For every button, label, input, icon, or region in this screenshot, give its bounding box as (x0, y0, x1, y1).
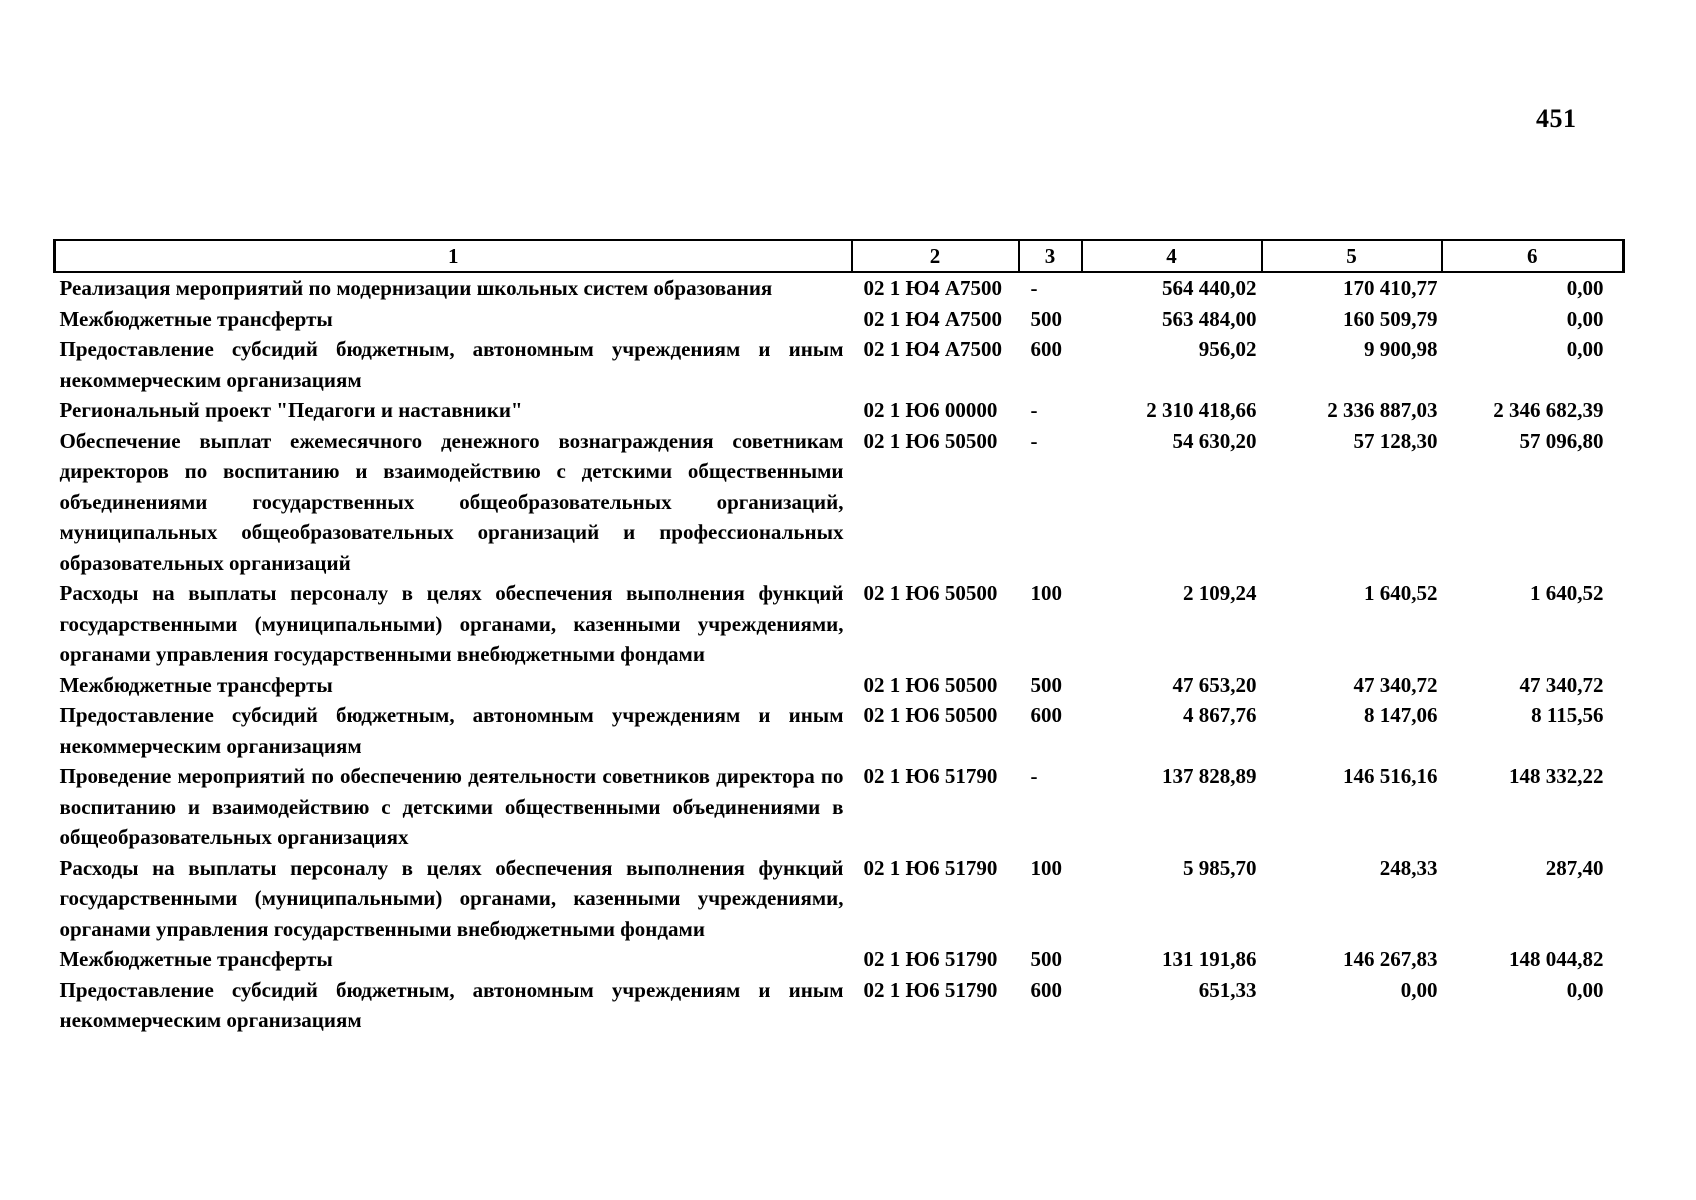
row-value-5: 160 509,79 (1343, 306, 1438, 331)
row-value-5: 248,33 (1379, 855, 1438, 880)
row-value-6: 0,00 (1566, 337, 1604, 361)
table-row (55, 395, 1624, 426)
row-kind: 100 (1030, 581, 1062, 605)
row-value-6: 0,00 (1566, 276, 1604, 300)
column-header-3: 3 (1019, 240, 1082, 272)
row-kind: 500 (1030, 306, 1062, 331)
row-code: 02 1 Ю4 А7500 (863, 337, 1003, 361)
table-row (55, 700, 1624, 761)
row-value-5: 170 410,77 (1343, 276, 1438, 300)
table-body (55, 272, 1624, 1036)
row-name: Региональный проект "Педагоги и наставники" (59, 398, 523, 422)
header-row (55, 240, 1624, 272)
column-header-1: 1 (55, 240, 852, 272)
row-value-6: 148 044,82 (1509, 947, 1604, 971)
row-code: 02 1 Ю6 00000 (863, 398, 998, 422)
row-value-5: 9 900,98 (1364, 337, 1438, 361)
row-value-5: 2 336 887,03 (1327, 398, 1438, 422)
row-value-5: 146 516,16 (1343, 764, 1438, 788)
row-name: Расходы на выплаты персоналу в целях обеспечения выполнения функций государственными (муниципальными) органами, казенными учреждениями, органами управления государственными внебюджетными фондами (59, 581, 844, 666)
row-code: 02 1 Ю6 50500 (863, 581, 998, 605)
budget-table (53, 239, 1625, 1036)
column-header-4: 4 (1082, 240, 1262, 272)
row-value-4: 564 440,02 (1162, 276, 1257, 300)
table-row (55, 975, 1624, 1036)
row-code: 02 1 Ю4 А7500 (863, 306, 1003, 331)
row-kind: 600 (1030, 977, 1062, 1002)
table-row (55, 272, 1624, 304)
row-kind: 500 (1030, 947, 1062, 971)
row-name: Межбюджетные трансферты (59, 947, 333, 971)
row-code: 02 1 Ю6 51790 (863, 764, 998, 788)
row-kind: - (1030, 428, 1038, 453)
row-name: Обеспечение выплат ежемесячного денежного вознаграждения советникам директоров по воспитанию и взаимодействию с детскими общественными объединениями государственных общеобразовательных организаций, муниципальных общеобразовательных организаций и профессиональных образовательных организаций (59, 428, 844, 575)
row-value-4: 131 191,86 (1162, 947, 1257, 971)
row-value-5: 0,00 (1400, 977, 1438, 1002)
row-name: Межбюджетные трансферты (59, 672, 333, 697)
row-value-4: 2 310 418,66 (1146, 398, 1257, 422)
row-value-4: 651,33 (1198, 977, 1257, 1002)
row-kind: 600 (1030, 337, 1062, 361)
row-value-6: 287,40 (1545, 855, 1604, 880)
column-header-5: 5 (1262, 240, 1442, 272)
table-row (55, 761, 1624, 853)
table-row (55, 304, 1624, 335)
row-value-6: 47 340,72 (1519, 672, 1604, 697)
row-kind: 500 (1030, 672, 1062, 697)
table-row (55, 853, 1624, 945)
table-row (55, 670, 1624, 701)
row-value-5: 1 640,52 (1364, 581, 1438, 605)
page-number: 451 (1536, 104, 1577, 133)
row-value-6: 57 096,80 (1519, 428, 1604, 453)
row-kind: - (1030, 398, 1038, 422)
table-row (55, 578, 1624, 670)
row-value-5: 146 267,83 (1343, 947, 1438, 971)
row-code: 02 1 Ю6 50500 (863, 703, 998, 727)
table-row (55, 334, 1624, 395)
row-name: Предоставление субсидий бюджетным, автономным учреждениям и иным некоммерческим организациям (59, 977, 844, 1032)
row-kind: - (1030, 764, 1038, 788)
table-row (55, 944, 1624, 975)
row-name: Предоставление субсидий бюджетным, автономным учреждениям и иным некоммерческим организациям (59, 703, 844, 758)
row-value-4: 4 867,76 (1183, 703, 1257, 727)
row-name: Предоставление субсидий бюджетным, автономным учреждениям и иным некоммерческим организациям (59, 337, 844, 392)
row-code: 02 1 Ю6 51790 (863, 947, 998, 971)
table-row (55, 426, 1624, 579)
row-code: 02 1 Ю6 50500 (863, 428, 998, 453)
row-value-4: 137 828,89 (1162, 764, 1257, 788)
row-value-4: 5 985,70 (1183, 855, 1257, 880)
row-value-4: 956,02 (1198, 337, 1257, 361)
row-value-4: 563 484,00 (1162, 306, 1257, 331)
row-value-6: 1 640,52 (1530, 581, 1604, 605)
row-code: 02 1 Ю4 А7500 (863, 276, 1003, 300)
row-value-5: 8 147,06 (1364, 703, 1438, 727)
row-value-4: 2 109,24 (1183, 581, 1257, 605)
row-name: Расходы на выплаты персоналу в целях обеспечения выполнения функций государственными (муниципальными) органами, казенными учреждениями, органами управления государственными внебюджетными фондами (59, 855, 844, 941)
row-kind: 600 (1030, 703, 1062, 727)
row-name: Межбюджетные трансферты (59, 306, 333, 331)
row-value-6: 0,00 (1566, 977, 1604, 1002)
row-code: 02 1 Ю6 50500 (863, 672, 998, 697)
row-value-6: 0,00 (1566, 306, 1604, 331)
row-name: Реализация мероприятий по модернизации школьных систем образования (59, 276, 773, 300)
column-header-2: 2 (852, 240, 1019, 272)
row-code: 02 1 Ю6 51790 (863, 855, 998, 880)
row-kind: - (1030, 276, 1038, 300)
row-value-4: 54 630,20 (1172, 428, 1257, 453)
row-name: Проведение мероприятий по обеспечению деятельности советников директора по воспитанию и взаимодействию с детскими общественными объединениями в общеобразовательных организациях (59, 764, 844, 849)
row-code: 02 1 Ю6 51790 (863, 977, 998, 1002)
row-value-6: 8 115,56 (1531, 703, 1604, 727)
row-value-6: 2 346 682,39 (1493, 398, 1604, 422)
row-value-4: 47 653,20 (1172, 672, 1257, 697)
row-value-6: 148 332,22 (1509, 764, 1604, 788)
row-value-5: 57 128,30 (1353, 428, 1438, 453)
row-kind: 100 (1030, 855, 1062, 880)
row-value-5: 47 340,72 (1353, 672, 1438, 697)
column-header-6: 6 (1442, 240, 1624, 272)
table-header (55, 240, 1624, 272)
